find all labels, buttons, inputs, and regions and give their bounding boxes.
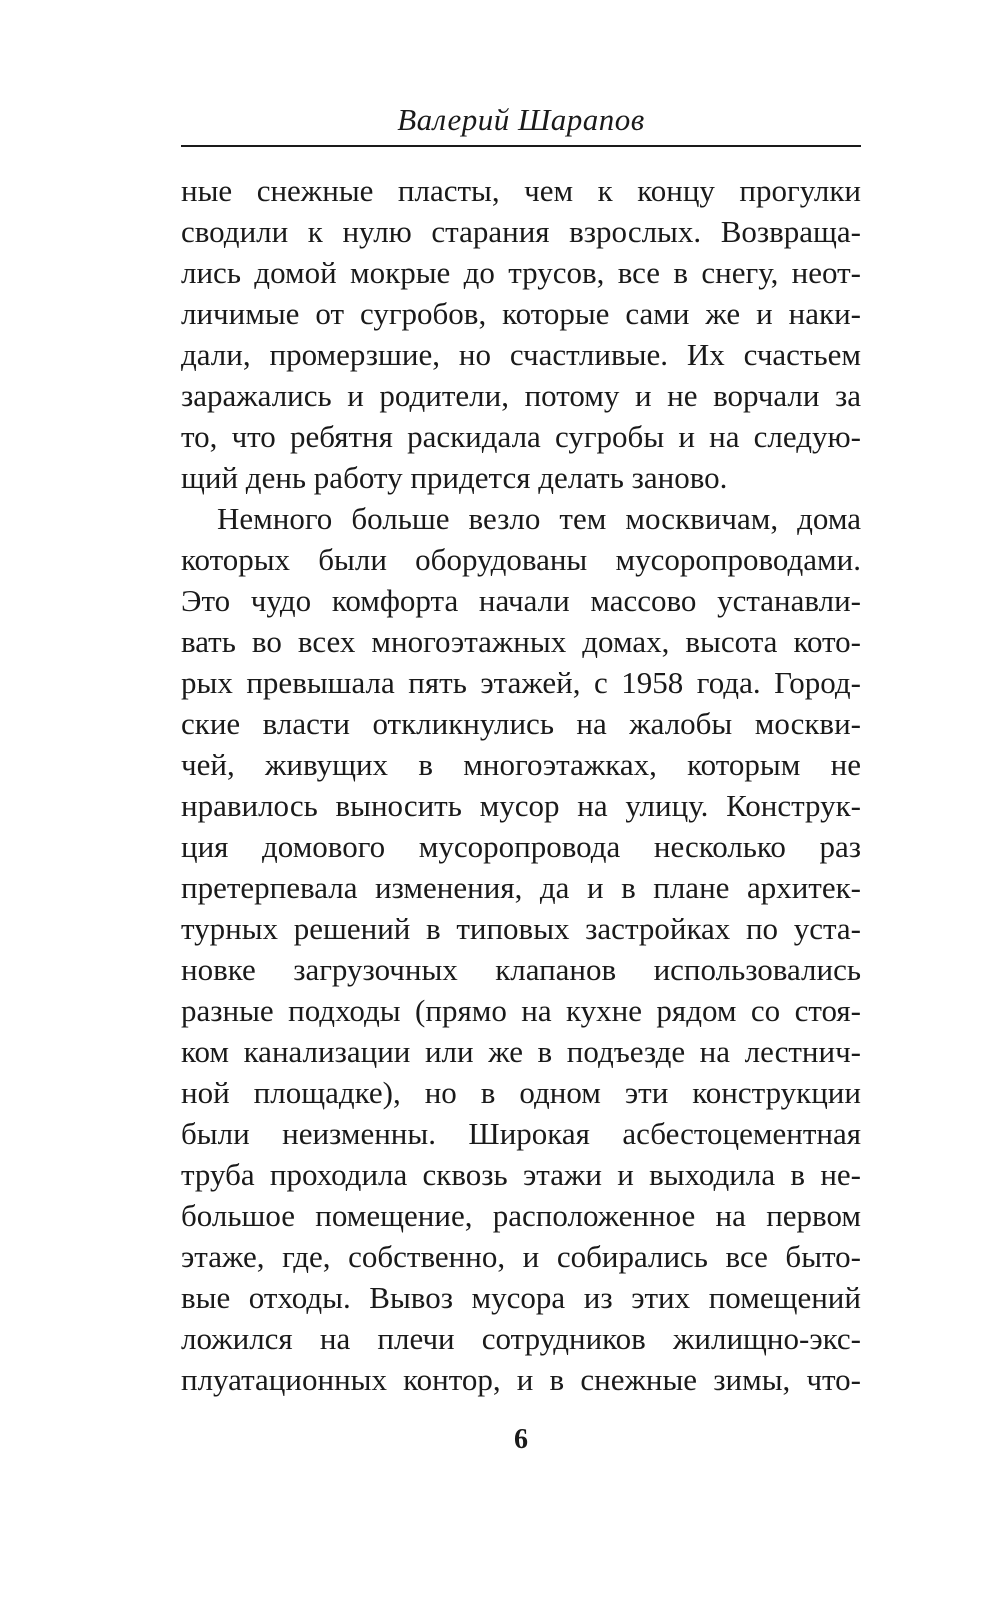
body-text [181,170,861,1400]
text-line: были неизменны. Широкая асбестоцементная [181,1116,861,1151]
text-line: разные подходы (прямо на кухне рядом со стоя- [181,993,861,1028]
text-line: плуатационных контор, и в снежные зимы, что- [181,1362,861,1397]
text-line: этаже, где, собственно, и собирались все быто- [181,1239,861,1274]
text-line: то, что ребятня раскидала сугробы и на следую- [181,419,861,454]
text-line: щий день работу придется делать заново. [181,460,728,495]
text-line: Это чудо комфорта начали массово устанавли- [181,583,861,618]
text-line: личимые от сугробов, которые сами же и наки- [181,296,861,331]
text-line: сводили к нулю старания взрослых. Возвраща- [181,214,861,249]
text-line: новке загрузочных клапанов использовались [181,952,861,987]
text-line: рых превышала пять этажей, с 1958 года. Город- [181,665,861,700]
text-line: претерпевала изменения, да и в плане архитек- [181,870,861,905]
text-line: турных решений в типовых застройках по уста- [181,911,861,946]
text-line: Немного больше везло тем москвичам, дома [217,501,861,536]
text-line: ные снежные пласты, чем к концу прогулки [181,173,861,208]
paragraph [181,170,861,498]
text-line: лись домой мокрые до трусов, все в снегу, неот- [181,255,861,290]
header-rule [181,145,861,147]
text-line: ские власти откликнулись на жалобы москви- [181,706,861,741]
text-line: ной площадке), но в одном эти конструкции [181,1075,861,1110]
text-line: вые отходы. Вывоз мусора из этих помещений [181,1280,861,1315]
text-line: ком канализации или же в подъезде на лестнич- [181,1034,861,1069]
text-line: чей, живущих в многоэтажках, которым не [181,747,861,782]
paragraph [181,498,861,1400]
text-line: нравилось выносить мусор на улицу. Конструк- [181,788,861,823]
text-line: ложился на плечи сотрудников жилищно-экс- [181,1321,861,1356]
text-line: которых были оборудованы мусоропроводами. [181,542,861,577]
text-line: труба проходила сквозь этажи и выходила в не- [181,1157,861,1192]
text-line: заражались и родители, потому и не ворчали за [181,378,861,413]
text-line: дали, промерзшие, но счастливые. Их счастьем [181,337,861,372]
text-line: большое помещение, расположенное на первом [181,1198,861,1233]
book-page [181,0,861,1616]
text-line: вать во всех многоэтажных домах, высота кото- [181,624,861,659]
text-line: ция домового мусоропровода несколько раз [181,829,861,864]
running-title: Валерий Шарапов [397,102,645,137]
page-number: 6 [514,1424,528,1455]
